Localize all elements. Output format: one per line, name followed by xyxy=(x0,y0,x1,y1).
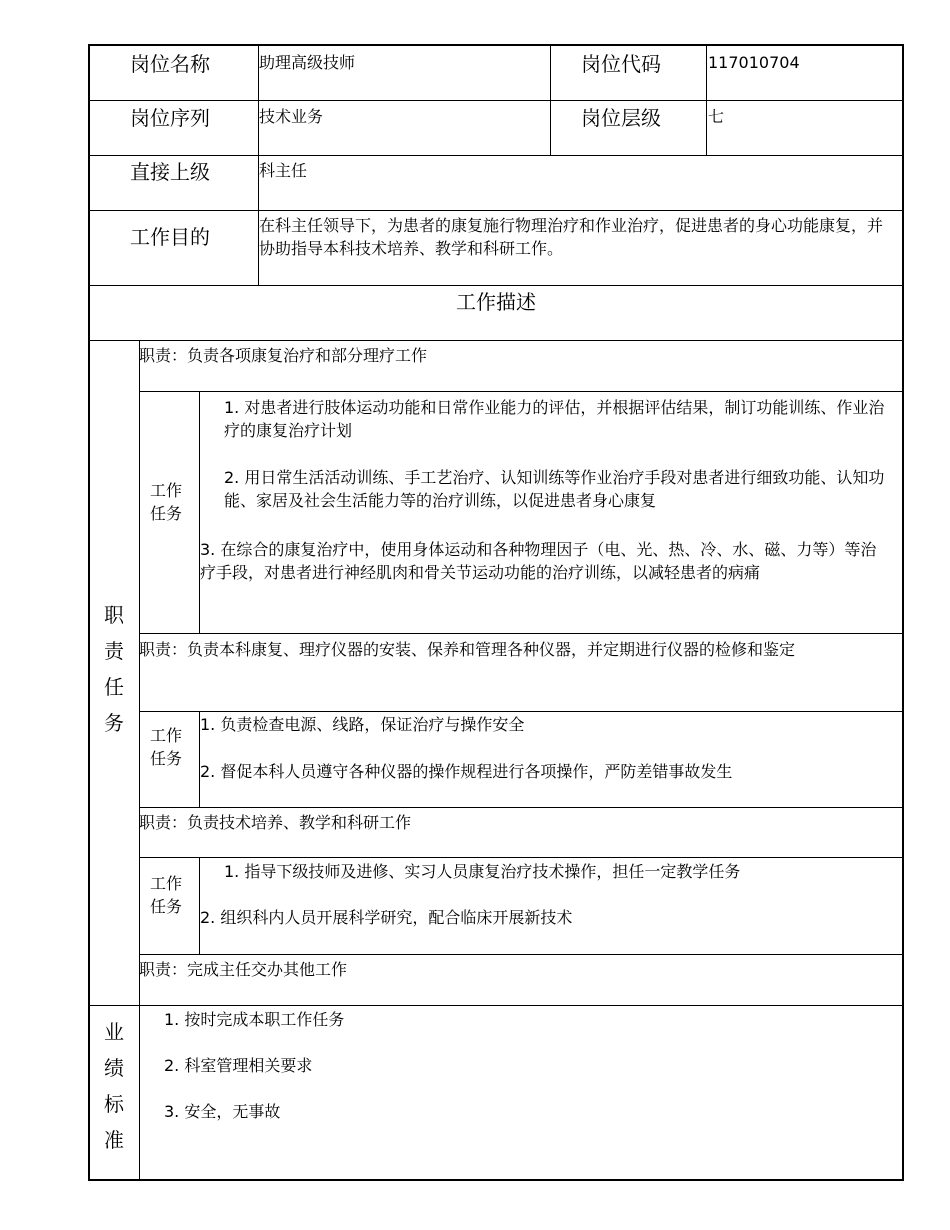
label-char: 标 xyxy=(104,1092,124,1116)
duty-title: 职责：完成主任交办其他工作 xyxy=(139,960,348,979)
position-level-label: 岗位层级 xyxy=(581,106,661,130)
duty-title: 职责：负责本科康复、理疗仪器的安装、保养和管理各种仪器，并定期进行仪器的检修和鉴定 xyxy=(139,640,796,659)
label-char: 责 xyxy=(104,639,124,663)
position-seq-label: 岗位序列 xyxy=(130,106,210,130)
job-description-table xyxy=(88,44,904,1181)
column-divider xyxy=(199,391,200,633)
label-char: 准 xyxy=(104,1128,124,1152)
duty-title: 职责：负责各项康复治疗和部分理疗工作 xyxy=(139,346,428,365)
row-divider xyxy=(139,857,904,858)
row-divider xyxy=(139,711,904,712)
label-char: 务 xyxy=(104,711,124,735)
duties-section-label xyxy=(102,597,126,741)
task-label: 工作任务 xyxy=(149,481,182,523)
purpose-label: 工作目的 xyxy=(130,225,210,249)
label-char: 职 xyxy=(104,603,124,627)
performance-item: 2. 科室管理相关要求 xyxy=(164,1056,313,1075)
label-char: 绩 xyxy=(104,1056,124,1080)
row-divider xyxy=(88,210,904,211)
position-code-label: 岗位代码 xyxy=(581,52,661,76)
column-divider xyxy=(139,340,140,1181)
row-divider xyxy=(88,100,904,101)
position-level-value: 七 xyxy=(708,107,725,126)
position-name-value: 助理高级技师 xyxy=(259,53,356,72)
position-code-value: 117010704 xyxy=(708,53,800,72)
row-divider xyxy=(139,633,904,634)
task-item: 2. 督促本科人员遵守各种仪器的操作规程进行各项操作，严防差错事故发生 xyxy=(200,762,733,781)
superior-value: 科主任 xyxy=(259,161,308,180)
task-item: 1. 负责检查电源、线路，保证治疗与操作安全 xyxy=(200,715,525,734)
purpose-value: 在科主任领导下，为患者的康复施行物理治疗和作业治疗，促进患者的身心功能康复，并协助指导本科技术培养、教学和科研工作。 xyxy=(259,216,884,258)
task-label: 工作任务 xyxy=(149,874,182,916)
row-divider xyxy=(88,340,904,341)
row-divider xyxy=(88,285,904,286)
row-divider xyxy=(139,391,904,392)
task-item: 2. 用日常生活活动训练、手工艺治疗、认知训练等作业治疗手段对患者进行细致功能、认知功能、家居及社会生活能力等的治疗训练，以促进患者身心康复 xyxy=(224,468,885,510)
task-label: 工作任务 xyxy=(149,726,182,768)
task-item: 2. 组织科内人员开展科学研究，配合临床开展新技术 xyxy=(200,908,573,927)
row-divider xyxy=(139,954,904,955)
task-item: 3. 在综合的康复治疗中，使用身体运动和各种物理因子（电、光、热、冷、水、磁、力等）等治疗手段，对患者进行神经肌肉和骨关节运动功能的治疗训练，以减轻患者的病痛 xyxy=(200,540,877,582)
performance-item: 3. 安全，无事故 xyxy=(164,1102,281,1121)
row-divider xyxy=(88,1005,904,1006)
label-char: 任 xyxy=(104,675,124,699)
row-divider xyxy=(139,807,904,808)
section-title: 工作描述 xyxy=(456,290,536,314)
performance-item: 1. 按时完成本职工作任务 xyxy=(164,1010,345,1029)
superior-label: 直接上级 xyxy=(130,160,210,184)
column-divider xyxy=(550,44,551,155)
row-divider xyxy=(88,155,904,156)
performance-section-label xyxy=(102,1014,126,1158)
duty-title: 职责：负责技术培养、教学和科研工作 xyxy=(139,813,412,832)
label-char: 业 xyxy=(104,1020,124,1044)
position-name-label: 岗位名称 xyxy=(130,52,210,76)
task-item: 1. 对患者进行肢体运动功能和日常作业能力的评估，并根据评估结果，制订功能训练、作业治疗的康复治疗计划 xyxy=(224,398,885,440)
position-seq-value: 技术业务 xyxy=(259,107,324,126)
column-divider xyxy=(706,44,707,155)
task-item: 1. 指导下级技师及进修、实习人员康复治疗技术操作，担任一定教学任务 xyxy=(224,862,741,881)
